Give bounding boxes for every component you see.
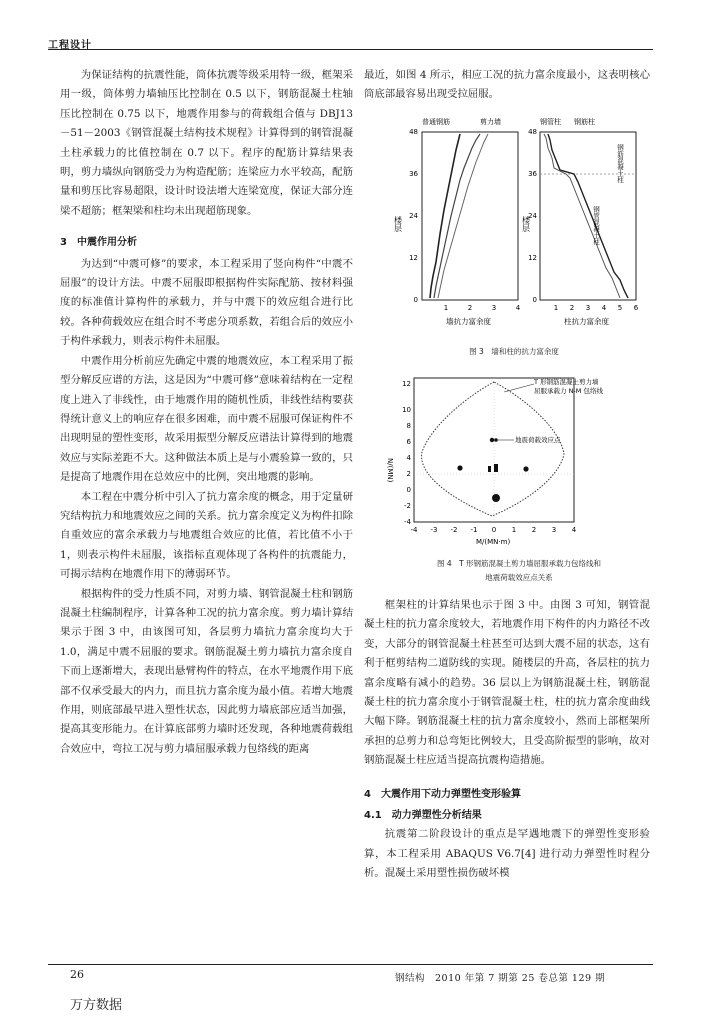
figure-4 bbox=[384, 370, 654, 550]
fig4-legend-points: 地震荷载效应点 bbox=[515, 436, 561, 444]
fig4-xtick-4: 4 bbox=[571, 526, 577, 534]
right-ytick-36: 36 bbox=[528, 170, 537, 178]
section-4-heading: 4 大震作用下动力弹塑性变形验算 bbox=[364, 788, 521, 800]
right-xlabel: 柱抗力富余度 bbox=[564, 317, 609, 326]
right-ytick-0: 0 bbox=[532, 296, 537, 304]
right-xtick-3: 3 bbox=[585, 304, 591, 312]
left-paragraph-4: 本工程在中震分析中引入了抗力富余度的概念，用于定量研究结构抗力和地震效应之间的关系。抗力富余度定义为构件扣除自重效应的富余承载力与地震组合效应的比值，若比值不小于 1，则表示构件未屈服，该指标直观体现了各构件的抗震能力，可揭示结构在地震作用下的薄弱环节。 bbox=[60, 490, 353, 581]
load-point-5 bbox=[523, 466, 528, 471]
fig4-xtick-m2: -2 bbox=[450, 526, 458, 534]
right-paragraph-3: 抗震第二阶段设计的重点是罕遇地震下的弹塑性变形验算，本工程采用 ABAQUS V6.7[4] 进行动力弹塑性时程分析。混凝土采用塑性损伤破坏模 bbox=[364, 828, 650, 880]
wall-curve-2 bbox=[434, 134, 480, 298]
right-paragraph-1: 最近，如图 4 所示，相应工况的抗力富余度最小，这表明核心筒底部最容易出现受拉屈服。 bbox=[364, 69, 650, 101]
fig4-xlabel: M/(MN·m) bbox=[476, 538, 511, 546]
fig4-xtick-3: 3 bbox=[551, 526, 557, 534]
load-point-2 bbox=[488, 466, 491, 472]
load-point-4 bbox=[457, 465, 462, 470]
figure-3 bbox=[384, 112, 644, 334]
right-xtick-2: 2 bbox=[569, 304, 575, 312]
left-legend-2: 剪力墙 bbox=[480, 118, 501, 126]
left-ytick-24: 24 bbox=[409, 212, 418, 220]
wall-curve-3 bbox=[438, 134, 488, 298]
fig4-points bbox=[457, 438, 528, 502]
left-plot-frame bbox=[422, 132, 518, 300]
left-ytick-48: 48 bbox=[409, 128, 418, 136]
fig4-xtick-m4: -4 bbox=[410, 526, 418, 534]
journal-info: 钢结构 2010 年第 7 期第 25 卷总第 129 期 bbox=[395, 973, 606, 984]
left-paragraph-2: 为达到“中震可修”的要求，本工程采用了竖向构件“中震不屈服”的设计方法。中震不屈服即根据构件实际配筋、按材料强度的标准值计算构件的承载力，并与中震下的效应组合进行比较。各种荷载效应在组合时不考虑分项系数，若组合后的效应小于构件承载力，则表示构件未屈服。 bbox=[60, 257, 353, 348]
right-ytick-12: 12 bbox=[528, 254, 537, 262]
figure-3-left-plot bbox=[393, 117, 521, 326]
left-ytick-0: 0 bbox=[413, 296, 418, 304]
left-paragraph-1: 为保证结构的抗震性能，筒体抗震等级采用特一级，框架采用一级，筒体剪力墙轴压比控制在 0.5 以下，钢筋混凝土柱轴压比控制在 0.75 以下，地震作用参与的荷载组合值与 DBJ13－51－2003《钢管混凝土结构技术规程》计算得到的钢管混凝土柱承载力的比值控制在 0.7 以下。程序的配筋计算结果表明，剪力墙纵向钢筋受力为构造配筋；连梁应力水平较高，配筋量和剪压比容易超限，设计时设法增大连梁宽度，保证大部分连梁不超筋；框架梁和柱均未出现超筋现象。 bbox=[60, 69, 353, 217]
left-ytick-12: 12 bbox=[409, 254, 418, 262]
left-paragraph-3: 中震作用分析前应先确定中震的地震效应，本工程采用了振型分解反应谱的方法，这是因为“中震可修”意味着结构在一定程度上进入了非线性，由于地震作用的随机性质，非线性结构要获得统计意义上的响应存在很多困难，而中震不屈服可保证构件不出现明显的塑性变形，故采用振型分解反应谱法计算得到的地震效应与实际差距不大。这种做法本质上是与小震验算一致的，只是提高了地震作用在总效应中的比例，突出地震的影响。 bbox=[60, 354, 353, 484]
left-paragraph-5: 根据构件的受力性质不同，对剪力墙、钢管混凝土柱和钢筋混凝土柱编制程序，计算各种工况的抗力富余度。剪力墙计算结果示于图 3 中，由该图可知，各层剪力墙抗力富余度均大于 1.0，满足中震不屈服的要求。钢筋混凝土剪力墙抗力富余度自下而上逐渐增大，表现出悬臂构件的特点，在水平地震作用下底部不仅承受最大的内力，而且抗力富余度为最小值。若增大地震作用，则底部最早进入塑性状态，因此剪力墙底部应适当加强，提高其变形能力。在计算底部剪力墙时还发现，各种地震荷载组合效应中，弯拉工况与剪力墙屈服承载力包络线的距离 bbox=[60, 587, 353, 755]
right-xtick-4: 4 bbox=[601, 304, 607, 312]
fig4-xtick-0: 0 bbox=[491, 526, 497, 534]
fig4-ytick-12: 12 bbox=[402, 380, 411, 388]
right-ytick-48: 48 bbox=[528, 128, 537, 136]
fig4-legend-envelope-2: 屈服承载力 N-M 包络线 bbox=[534, 387, 603, 395]
watermark: 万方数据 bbox=[70, 998, 123, 1013]
wall-curve-1 bbox=[430, 134, 460, 298]
fig4-ytick-m4: -4 bbox=[404, 518, 411, 526]
left-legend-1: 普通钢筋 bbox=[422, 118, 450, 126]
fig4-legend-envelope-1: T 形钢筋混凝土剪力墙 bbox=[534, 378, 599, 386]
left-column bbox=[60, 66, 353, 759]
fig4-ytick-4: 4 bbox=[406, 454, 411, 462]
right-legend-2: 钢筋柱 bbox=[574, 118, 595, 126]
load-point-7 bbox=[494, 438, 498, 442]
right-xtick-5: 5 bbox=[617, 304, 623, 312]
fig4-xtick-1: 1 bbox=[511, 526, 517, 534]
cfst-column-annotation: 钢管混凝土柱 bbox=[592, 206, 600, 245]
right-column-top bbox=[364, 66, 650, 105]
right-ytick-24: 24 bbox=[528, 212, 537, 220]
fig4-ytick-8: 8 bbox=[406, 422, 411, 430]
fig4-ytick-m2: -2 bbox=[404, 502, 411, 510]
left-xtick-4: 4 bbox=[515, 304, 521, 312]
page-number: 26 bbox=[70, 968, 84, 981]
right-xtick-6: 6 bbox=[633, 304, 639, 312]
load-point-3 bbox=[494, 464, 498, 472]
left-ytick-36: 36 bbox=[409, 170, 418, 178]
right-paragraph-2: 框架柱的计算结果也示于图 3 中。由图 3 可知，钢管混凝土柱的抗力富余度较大，若地震作用下构件的内力路径不改变，大部分的钢管混凝土柱甚至可达到大震不屈的状态，这有利于框剪结构二道防线的实现。随楼层的升高，各层柱的抗力富余度略有减小的趋势。36 层以上为钢筋混凝土柱，钢筋混凝土柱的抗力富余度小于钢管混凝土柱，柱的抗力富余度曲线大幅下降。钢筋混凝土柱的抗力富余度较小，然而上部框架所承担的总剪力和总弯矩比例较大，且受高阶振型的影响，故对钢筋混凝土柱应适当提高抗震构造措施。 bbox=[364, 599, 650, 767]
load-point-6 bbox=[490, 438, 494, 442]
fig4-ytick-10: 10 bbox=[402, 406, 411, 414]
fig4-ytick-0: 0 bbox=[406, 486, 411, 494]
figure-3-caption: 图 3 墙和柱的抗力富余度 bbox=[469, 347, 559, 356]
fig4-ytick-6: 6 bbox=[406, 438, 411, 446]
header-rule bbox=[48, 49, 653, 50]
running-header: 工程设计 bbox=[48, 40, 92, 51]
fig4-ytick-2: 2 bbox=[406, 470, 411, 478]
left-ylabel: 楼层 bbox=[393, 216, 403, 232]
section-4-1-heading: 4.1 动力弹塑性分析结果 bbox=[364, 810, 482, 822]
left-xtick-3: 3 bbox=[491, 304, 497, 312]
footer-rule bbox=[48, 964, 653, 965]
fig4-xtick-2: 2 bbox=[531, 526, 537, 534]
right-xtick-1: 1 bbox=[553, 304, 559, 312]
fig4-ylabel: N/(MN) bbox=[386, 458, 394, 483]
right-legend-1: 钢管柱 bbox=[540, 118, 561, 126]
load-point-1 bbox=[492, 494, 500, 502]
left-xtick-1: 1 bbox=[443, 304, 449, 312]
fig4-xtick-m1: -1 bbox=[470, 526, 478, 534]
section-3-heading: 3 中震作用分析 bbox=[60, 237, 137, 249]
right-ylabel: 楼层 bbox=[521, 216, 531, 232]
figure-3-right-plot bbox=[521, 117, 639, 326]
right-column-bottom bbox=[364, 596, 650, 884]
rc-column-annotation: 钢筋混凝土柱 bbox=[616, 144, 624, 183]
left-xlabel: 墙抗力富余度 bbox=[446, 317, 491, 326]
fig4-xtick-m3: -3 bbox=[430, 526, 438, 534]
figure-4-caption-1: 图 4 T 形钢筋混凝土剪力墙屈服承载力包络线和 bbox=[436, 559, 602, 568]
figure-4-caption-2: 地震荷载效应点关系 bbox=[485, 573, 553, 582]
left-xtick-2: 2 bbox=[467, 304, 473, 312]
